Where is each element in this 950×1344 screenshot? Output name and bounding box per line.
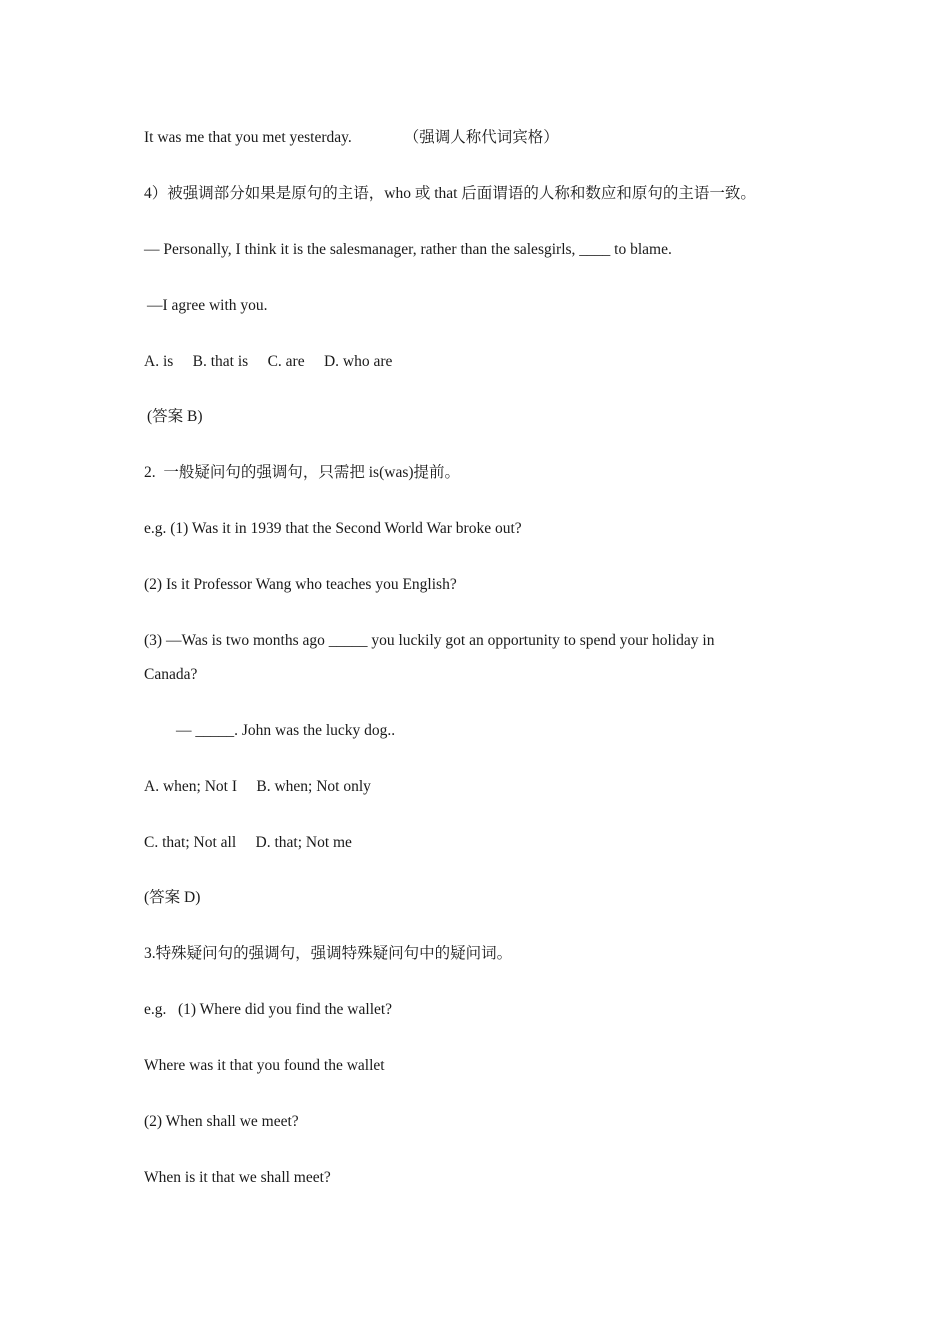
example-1: e.g. (1) Where did you find the wallet?: [144, 1001, 393, 1018]
example-2: (2) Is it Professor Wang who teaches you English?: [144, 576, 457, 593]
rule-4: 4）被强调部分如果是原句的主语，who 或 that 后面谓语的人称和数应和原句的主语一致。: [144, 185, 756, 202]
answer-options-ab: A. when; Not I B. when; Not only: [144, 778, 371, 795]
answer-key: (答案 D): [144, 889, 201, 906]
example-2: (2) When shall we meet?: [144, 1113, 299, 1130]
question-line: — Personally, I think it is the salesmanager, rather than the salesgirls, ____ to blame.: [144, 241, 672, 258]
example-1: e.g. (1) Was it in 1939 that the Second World War broke out?: [144, 520, 522, 537]
example-sentence: [144, 128, 559, 148]
reply-line: —I agree with you.: [147, 297, 268, 314]
example-3-reply: — _____. John was the lucky dog..: [176, 722, 396, 739]
answer-options: A. is B. that is C. are D. who are: [144, 353, 393, 370]
section-3-heading: 3.特殊疑问句的强调句，强调特殊疑问句中的疑问词。: [144, 945, 513, 962]
example-3: (3) —Was is two months ago _____ you luckily got an opportunity to spend your holiday in: [144, 632, 715, 649]
example-2-emphatic: When is it that we shall meet?: [144, 1169, 331, 1186]
section-2-heading: 2. 一般疑问句的强调句，只需把 is(was)提前。: [144, 464, 461, 481]
example-1-emphatic: Where was it that you found the wallet: [144, 1057, 385, 1074]
example-note: （强调人称代词宾格）: [403, 129, 559, 146]
example-text: It was me that you met yesterday.: [144, 129, 352, 146]
answer-options-cd: C. that; Not all D. that; Not me: [144, 834, 352, 851]
answer-key: (答案 B): [147, 408, 203, 425]
example-3-continued: Canada?: [144, 666, 198, 683]
